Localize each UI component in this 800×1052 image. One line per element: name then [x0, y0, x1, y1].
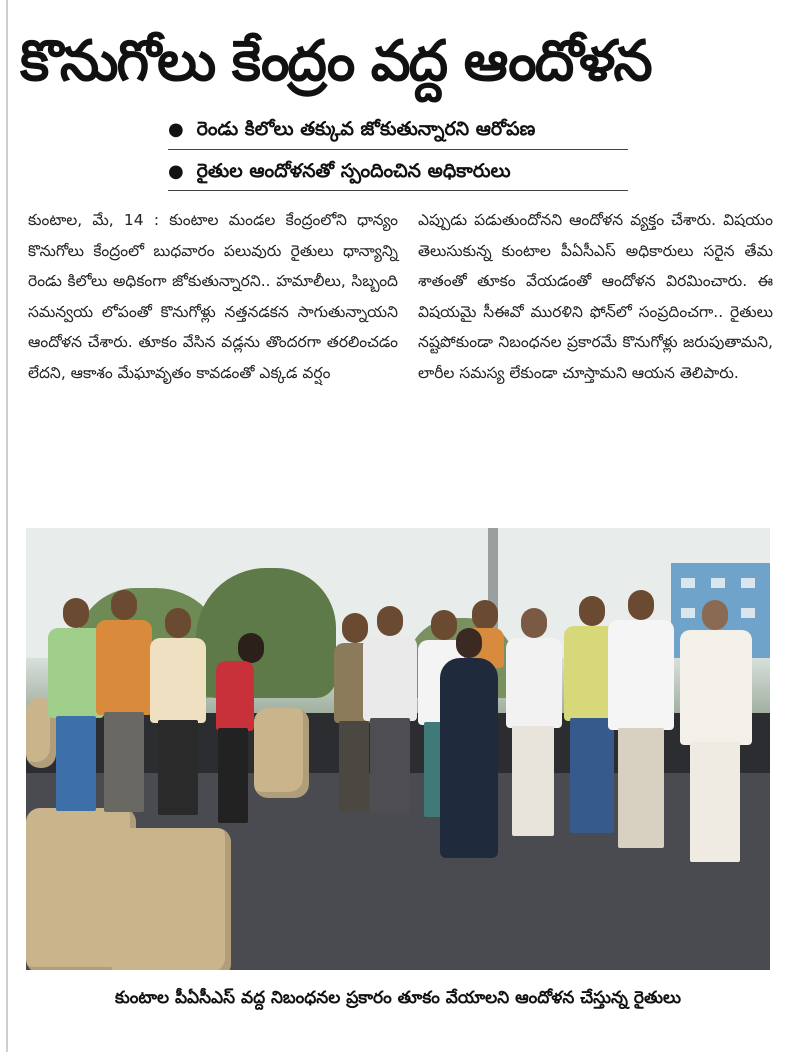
- article-body-right-text: ఎప్పుడు పడుతుందోనని ఆందోళన వ్యక్తం చేశారు. విషయం తెలుసుకున్న కుంటాల పీఏసీఎస్ అధికారులు సరైన తేమ శాతంతో తూకం వేయడంతో ఆందోళన విరమించారు. ఈ విషయమై సీఈవో మురళిని ఫోన్‌లో సంప్రదించగా.. రైతులు నష్టపోకుండా నిబంధనల ప్రకారమే కొనుగోళ్లు జరుపుతామని, లారీల సమస్య లేకుండా చూస్తామని ఆయన తెలిపారు.: [418, 211, 773, 382]
- person: [676, 600, 756, 870]
- subheading-1: [168, 114, 638, 145]
- subheading-1-text: రెండు కిలోలు తక్కువ జోకుతున్నారని ఆరోపణ: [196, 118, 536, 140]
- person: [208, 633, 268, 828]
- bullet-icon: ●: [168, 161, 184, 182]
- bullet-icon: ●: [168, 119, 184, 140]
- headline: కొనుగోలు కేంద్రం వద్ద ఆందోళన: [20, 29, 651, 94]
- grain-bag: [111, 828, 231, 970]
- news-photo: [26, 528, 770, 970]
- subheading-2-rule: [168, 190, 628, 191]
- article-body-right-column: [418, 205, 773, 388]
- article-body-left-column: [28, 205, 398, 388]
- subheading-1-rule: [168, 149, 628, 150]
- clipping-edge: [6, 0, 8, 1052]
- person: [504, 608, 564, 848]
- subheading-2-text: రైతుల ఆందోళనతో స్పందించిన అధికారులు: [196, 160, 511, 182]
- person: [606, 590, 676, 855]
- person: [361, 606, 419, 821]
- article-body-left-text: కుంటాల, మే, 14 : కుంటాల మండల కేంద్రంలోని ధాన్యం కొనుగోలు కేంద్రంలో బుధవారం పలువురు రైతులు ధాన్యాన్ని రెండు కిలోలు అధికంగా జోకుతున్నారని.. హమాలీలు, సిబ్బంది సమన్వయ లోపంతో కొనుగోళ్లు నత్తనడకన సాగుతున్నాయని ఆందోళన చేశారు. తూకం వేసిన వడ్లను తొందరగా తరలించడం లేదని, ఆకాశం మేఘావృతం కావడంతో ఎక్కడ వర్షం: [28, 211, 398, 382]
- photo-caption: కుంటాల పీఏసీఎస్ వద్ద నిబంధనల ప్రకారం తూకం వేయాలని ఆందోళన చేస్తున్న రైతులు: [115, 988, 681, 1008]
- person: [436, 628, 501, 863]
- person: [148, 608, 208, 823]
- subheading-2: [168, 156, 638, 187]
- person: [94, 590, 154, 820]
